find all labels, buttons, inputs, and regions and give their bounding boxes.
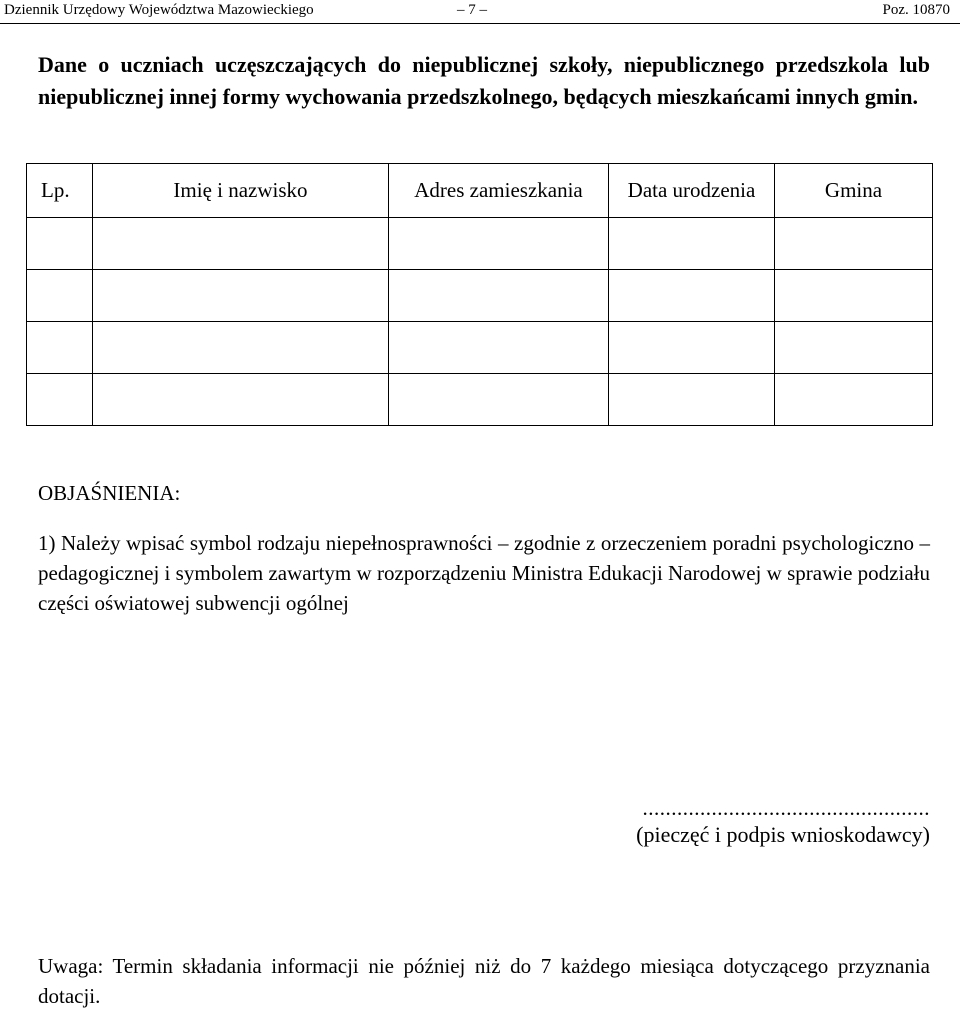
table-cell[interactable] — [27, 322, 93, 374]
table-cell[interactable] — [93, 322, 389, 374]
table-cell[interactable] — [93, 218, 389, 270]
explanations-heading: OBJAŚNIENIA: — [38, 481, 181, 505]
table-cell[interactable] — [775, 218, 933, 270]
table-cell[interactable] — [609, 322, 775, 374]
table-cell[interactable] — [93, 270, 389, 322]
table-cell[interactable] — [609, 218, 775, 270]
explanation-item: 1) Należy wpisać symbol rodzaju niepełnosprawności – zgodnie z orzeczeniem poradni psychologiczno – pedagogicznej i symbolem zawartym w rozporządzeniu Ministra Edukacji Narodowej w sprawie podziału części oświatowej subwencji ogólnej — [38, 531, 930, 615]
table-row — [27, 322, 933, 374]
page-header — [0, 0, 960, 24]
students-table — [26, 163, 933, 426]
position-number: Poz. 10870 — [882, 2, 950, 18]
column-header-name: Imię i nazwisko — [93, 164, 389, 218]
table-cell[interactable] — [27, 270, 93, 322]
table-cell[interactable] — [775, 270, 933, 322]
page-number: – 7 – — [457, 2, 487, 18]
table-cell[interactable] — [389, 374, 609, 426]
table-row — [27, 270, 933, 322]
publication-name: Dziennik Urzędowy Województwa Mazowieckiego — [4, 2, 314, 18]
column-header-address: Adres zamieszkania — [389, 164, 609, 218]
table-header-row — [27, 164, 933, 218]
column-header-birthdate: Data urodzenia — [609, 164, 775, 218]
table-cell[interactable] — [389, 322, 609, 374]
table-cell[interactable] — [389, 218, 609, 270]
table-cell[interactable] — [389, 270, 609, 322]
table-row — [27, 218, 933, 270]
deadline-note: Uwaga: Termin składania informacji nie później niż do 7 każdego miesiąca dotyczącego przyznania dotacji. — [38, 954, 930, 1008]
signature-line: .................................................. — [642, 796, 930, 820]
table-cell[interactable] — [93, 374, 389, 426]
table-cell[interactable] — [775, 374, 933, 426]
table-cell[interactable] — [27, 374, 93, 426]
table-cell[interactable] — [609, 270, 775, 322]
table-cell[interactable] — [775, 322, 933, 374]
table-row — [27, 374, 933, 426]
table-cell[interactable] — [27, 218, 93, 270]
signature-label: (pieczęć i podpis wnioskodawcy) — [636, 822, 930, 847]
document-title: Dane o uczniach uczęszczających do niepublicznej szkoły, niepublicznego przedszkola lub niepublicznej innej formy wychowania przedszkolnego, będących mieszkańcami innych gmin. — [38, 52, 930, 109]
table-cell[interactable] — [609, 374, 775, 426]
column-header-municipality: Gmina — [775, 164, 933, 218]
column-header-lp: Lp. — [27, 164, 93, 218]
